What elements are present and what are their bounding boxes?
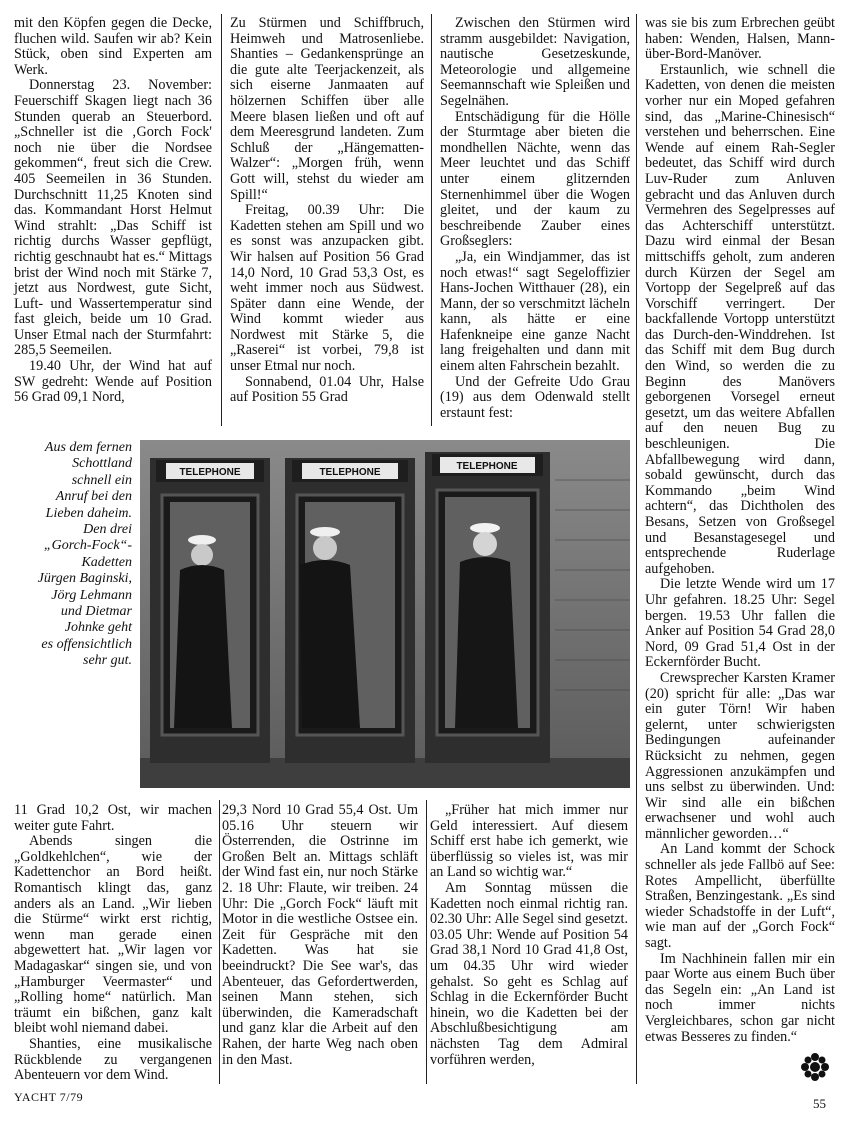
booth-sign-2: TELEPHONE	[319, 467, 381, 478]
booth-sign-3: TELEPHONE	[456, 461, 518, 472]
paragraph: 11 Grad 10,2 Ost, wir machen weiter gute Fahrt.	[14, 802, 212, 834]
paragraph: mit den Köpfen gegen die Decke, fluchen wild. Saufen wir ab? Kein Stück, oben sind Experten am Werk.	[14, 15, 212, 78]
paragraph: Shanties, eine musikalische Rückblende zu vergangenen Abenteuern vor dem Wind.	[14, 1035, 212, 1084]
telephone-booths-photo	[140, 440, 630, 788]
telephone-booth-middle	[285, 458, 415, 763]
paragraph: Entschädigung für die Hölle der Sturmtage aber bieten die mondhellen Nächte, wenn das Meer leuchtet und das Schiff unter einem glitzernden Sternenhimmel über die Wogen gleitet, und der kaum zu beschreibende Zauber eines Großseglers:	[440, 108, 630, 250]
telephone-booth-right	[425, 452, 550, 763]
paragraph: Und der Gefreite Udo Grau (19) aus dem Odenwald stellt erstaunt fest:	[440, 373, 630, 421]
paragraph: Erstaunlich, wie schnell die Kadetten, von denen die meisten vorher nur ein Moped gefahren sind, das „Marine-Chinesisch“ verstehen und beherrschen. Eine Wende auf einem Rah-Segler bedeutet, das Schiff wird durch Luv-Ruder zum Anluven gebracht und das Anluven durch Vermehren des Segelpresses auf das Achterschiff unterstützt. Dazu wird einmal der Besan mittschiffs geholt, zum anderen durch Kürzen der Segel am Vortopp der Segelpreß auf das Vorschiff verringert. Der backfallende Vortopp unterstützt das Durch-den-Winddrehen. Ist das Schiff mit dem Bug durch den Wind, so werden die zu Beginn des Manövers geborgenen Vorsegel erneut gesetzt, um das weitere Abfallen auf den neuen Bug zu beschleunigen. Die Abfallbewegung wird dann, sobald gewünscht, durch das Kommando „beim Wind achtern“, das Dichtholen des Besans, Setzen von Großsegel und Besanstagesegel und entsprechende Ruderlage aufgehoben.	[645, 61, 835, 577]
column-rule	[219, 800, 220, 1084]
article-column-2	[230, 16, 424, 406]
magazine-issue-label: YACHT 7/79	[14, 1090, 84, 1104]
paragraph: „Früher hat mich immer nur Geld interessiert. Auf diesem Schiff erst habe ich gemerkt, wie überflüssig so vieles ist, was mir an Land so wichtig war.“	[430, 802, 628, 881]
paragraph: 29,3 Nord 10 Grad 55,4 Ost. Um 05.16 Uhr steuern wir Österrenden, die Ostrinne im Großen Belt an. Mittags schläft der Wind fast ein, nur noch Stärke 2. 18 Uhr: Flaute, wir treiben. 24 Uhr: Die „Gorch Fock“ läuft mit Motor in die westliche Ostsee ein. Zeit für Gespräche mit den Kadetten. Was hat sie beeindruckt? Die See war's, das Abenteuer, das Gefordertwerden, seinen Mann stehen, sich überwinden, die Kameradschaft und ganz klar die Arbeit auf den Rahen, der harte Weg nach oben in den Mast.	[222, 802, 418, 1068]
paragraph: An Land kommt der Schock schneller als jede Fallbö auf See: Rotes Ampellicht, überfüllte Straßen, Benzingestank. „Es sind wieder Schadstoffe in der Luft“, wie man auf der „Gorch Fock“ sagt.	[645, 841, 835, 952]
telephone-booth-left	[150, 458, 270, 763]
article-column-1	[14, 16, 212, 406]
paragraph: Im Nachhinein fallen mir ein paar Worte aus einem Buch über das Segeln ein: „An Land ist noch immer nichts Vergleichbares, schon gar nicht etwas Besseres zu finden.“	[645, 950, 835, 1045]
page-number: 55	[813, 1096, 826, 1111]
column-rule	[636, 14, 637, 1084]
paragraph: Zwischen den Stürmen wird stramm ausgebildet: Navigation, nautische Gesetzeskunde, Meteorologie und allgemeine Seemannschaft wie Spleißen und Segelnähen.	[440, 15, 630, 109]
end-mark-logo-icon	[800, 1052, 830, 1082]
article-column-3	[440, 16, 630, 421]
booth-sign-1: TELEPHONE	[179, 467, 241, 478]
article-column-7	[430, 803, 628, 1068]
paragraph: Abends singen die „Goldkehlchen“, wie der Kadettenchor an Bord heißt. Romantisch klingt das, ganz anders als an Land. „Wir lieben die Stürme“ wirkt erst richtig, wenn man gerade einen abgewettert hat. „Wir lagen vor Madagaskar“ singen sie, und von „Hamburger Veermaster“ und „Rolling home“ natürlich. Man träumt ein bißchen, ganz kalt bleibt wohl niemand dabei.	[14, 833, 212, 1037]
paragraph: „Ja, ein Windjammer, das ist noch etwas!“ sagt Segeloffizier Hans-Jochen Witthauer (28), ein Mann, der so verschmitzt lächeln kann, als hätte er eine Hafenkneipe eine ganze Nacht lang freigehalten und dann mit einem alten Fahrschein bezahlt.	[440, 248, 630, 375]
article-column-5	[14, 803, 212, 1084]
photo-caption: Aus dem fernen Schottland schnell ein Anruf bei den Lieben daheim. Den drei „Gorch-Fock“- Kadetten Jürgen Baginski, Jörg Lehmann und Dietmar Johnke geht es offensichtlich sehr gut.	[37, 440, 132, 669]
paragraph: Zu Stürmen und Schiffbruch, Heimweh und Matrosenliebe. Shanties – Gedankensprünge an die gute alte Teerjackenzeit, als sich eiserne Janmaaten auf hölzernen Schiffen über alle Meere blasen ließen und oft auf dem Meeresgrund landeten. Zum Schluß der „Hängematten-Walzer“: „Morgen früh, wenn Gott will, stehst du wieder am Spill!“	[230, 15, 424, 203]
column-rule	[221, 14, 222, 426]
paragraph: Sonnabend, 01.04 Uhr, Halse auf Position 55 Grad	[230, 373, 424, 406]
paragraph: Donnerstag 23. November: Feuerschiff Skagen liegt nach 36 Stunden querab an Steuerbord. „Schneller ist die ‚Gorch Fock' noch nie über die Nordsee gekommen“, freut sich die Crew. 405 Seemeilen in 36 Stunden. Durchschnitt 11,25 Knoten sind das. Kommandant Horst Helmut Wind strahlt: „Das Schiff ist richtig durchs Wasser gepflügt, richtig geschnaubt hat es.“ Mittags brist der Wind noch mit Stärke 7, jetzt aus Nordwest, gute Sicht, Luft- und Wassertemperatur sind fast gleich, beide um 10 Grad. Unser Etmal nach der Sturmfahrt: 285,5 Seemeilen.	[14, 77, 212, 359]
article-column-4	[645, 16, 835, 1045]
paragraph: Die letzte Wende wird um 17 Uhr gefahren. 18.25 Uhr: Segel bergen. 19.53 Uhr fallen die Anker auf Position 54 Grad 28,0 Nord, 09 Grad 51,4 Ost in der Eckernförder Bucht.	[645, 576, 835, 671]
paragraph: was sie bis zum Erbrechen geübt haben: Wenden, Halsen, Mann-über-Bord-Manöver.	[645, 15, 835, 63]
paragraph: Am Sonntag müssen die Kadetten noch einmal richtig ran. 02.30 Uhr: Alle Segel sind gesetzt. 03.05 Uhr: Wende auf Position 54 Grad 38,1 Nord 10 Grad 41,8 Ost, um 04.35 Uhr wird wieder gehalst. So geht es Schlag auf Schlag in die Eckernförder Bucht hinein, wo die Kadetten bei der Abschlußbesichtigung am nächsten Tag dem Admiral vorführen werden,	[430, 879, 628, 1068]
paragraph: 19.40 Uhr, der Wind hat auf SW gedreht: Wende auf Position 56 Grad 09,1 Nord,	[14, 358, 212, 406]
paragraph: Crewsprecher Karsten Kramer (20) spricht für alle: „Das war ein guter Törn! Wir haben gelernt, unter schwierigsten Bedingungen aufeinander Rücksicht zu nehmen, gegen Aggressionen anzukämpfen und uns selbst zu überwinden. Und: Wir sind alle ein bißchen erwachsener und wohl auch männlicher geworden…“	[645, 669, 835, 842]
column-rule	[431, 14, 432, 426]
column-rule	[426, 800, 427, 1084]
article-column-6	[222, 803, 418, 1068]
paragraph: Freitag, 00.39 Uhr: Die Kadetten stehen am Spill und wo es sonst was anzupacken gibt. Wir halsen auf Position 56 Grad 14,0 Nord, 10 Grad 53,3 Ost, es weht immer noch aus Südwest. Später dann eine Wende, der Wind kommt wieder aus Nordwest mit Stärke 5, die „Raserei“ ist vorbei, 79,8 ist unser Etmal nur noch.	[230, 202, 424, 375]
